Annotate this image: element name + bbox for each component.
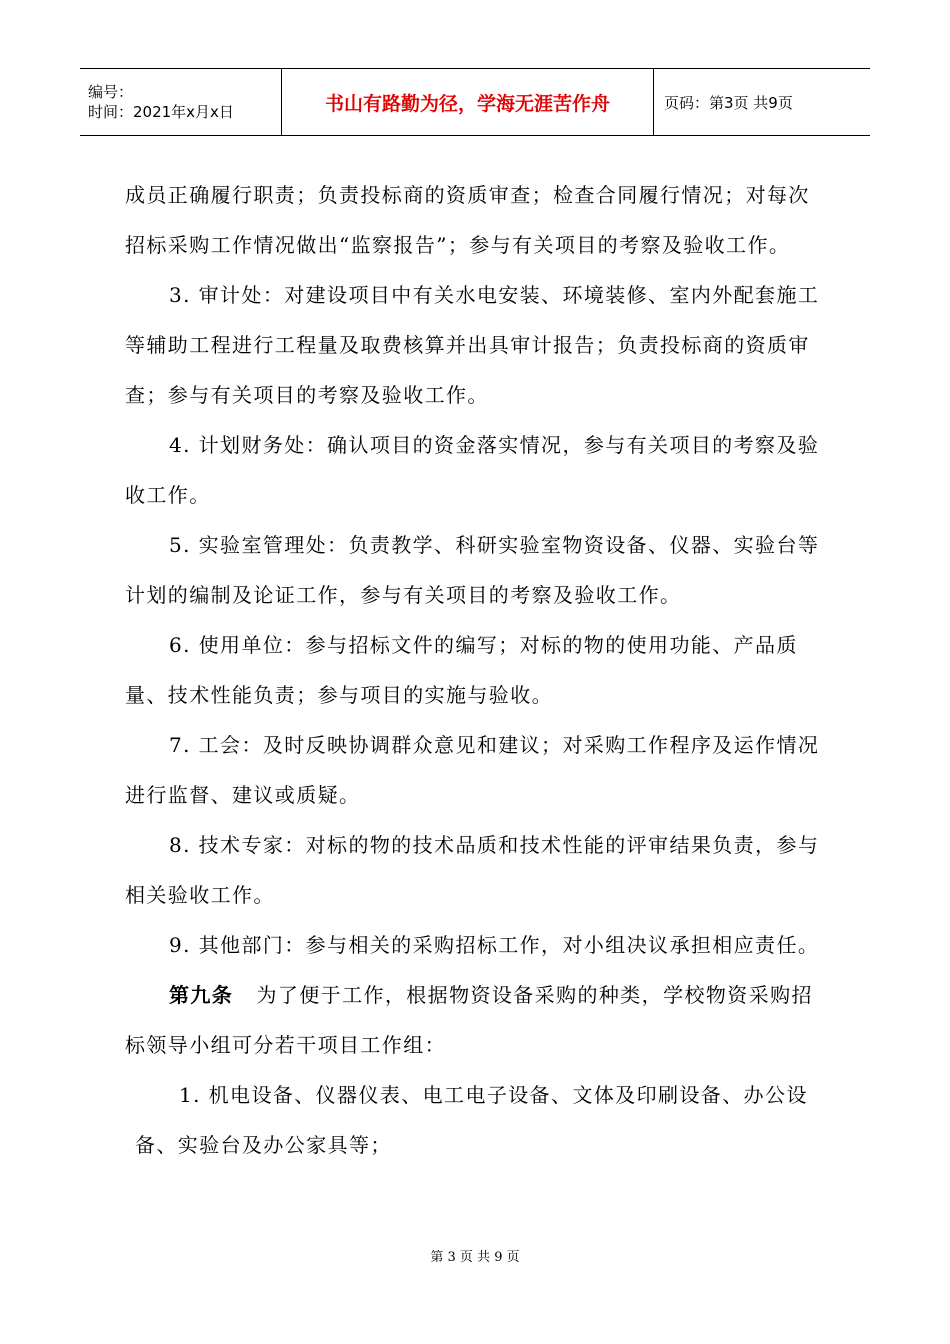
- paragraph-audit-office: 3. 审计处：对建设项目中有关水电安装、环境装修、室内外配套施工等辅助工程进行工程量及取费核算并出具审计报告；负责投标商的资质审查；参与有关项目的考察及验收工作。: [125, 283, 820, 407]
- header-motto: [282, 69, 654, 135]
- document-number-label: 编号：: [88, 83, 134, 101]
- paragraph-technical-experts: 8. 技术专家：对标的物的技术品质和技术性能的评审结果负责，参与相关验收工作。: [125, 833, 820, 907]
- document-body: [125, 170, 830, 1170]
- page-info-text: 页码：第3页 共9页: [664, 93, 793, 112]
- document-date: 时间：2021年x月x日: [88, 103, 234, 121]
- motto-text: 书山有路勤为径，学海无涯苦作舟: [324, 92, 610, 115]
- list-item: 1. 机电设备、仪器仪表、电工电子设备、文体及印刷设备、办公设备、实验台及办公家具等；: [135, 1083, 808, 1157]
- paragraph-labor-union: 7. 工会：及时反映协调群众意见和建议；对采购工作程序及运作情况进行监督、建议或质疑。: [125, 733, 820, 807]
- article-title: 第九条: [169, 983, 234, 1007]
- page-footer: 第 3 页 共 9 页: [430, 1250, 520, 1265]
- page-header: [80, 68, 870, 136]
- paragraph-other-departments: 9. 其他部门：参与相关的采购招标工作，对小组决议承担相应责任。: [169, 933, 820, 957]
- paragraph-continuation: 成员正确履行职责；负责投标商的资质审查；检查合同履行情况；对每次招标采购工作情况做出“监察报告”；参与有关项目的考察及验收工作。: [125, 183, 810, 257]
- article-text: 为了便于工作，根据物资设备采购的种类，学校物资采购招标领导小组可分若干项目工作组：: [125, 983, 813, 1057]
- header-meta: [80, 69, 282, 135]
- header-page-info: [654, 69, 870, 135]
- paragraph-finance-office: 4. 计划财务处：确认项目的资金落实情况，参与有关项目的考察及验收工作。: [125, 433, 820, 507]
- paragraph-user-unit: 6. 使用单位：参与招标文件的编写；对标的物的使用功能、产品质量、技术性能负责；参与项目的实施与验收。: [125, 633, 798, 707]
- article-nine: [125, 970, 830, 1070]
- paragraph-lab-management: 5. 实验室管理处：负责教学、科研实验室物资设备、仪器、实验台等计划的编制及论证工作，参与有关项目的考察及验收工作。: [125, 533, 820, 607]
